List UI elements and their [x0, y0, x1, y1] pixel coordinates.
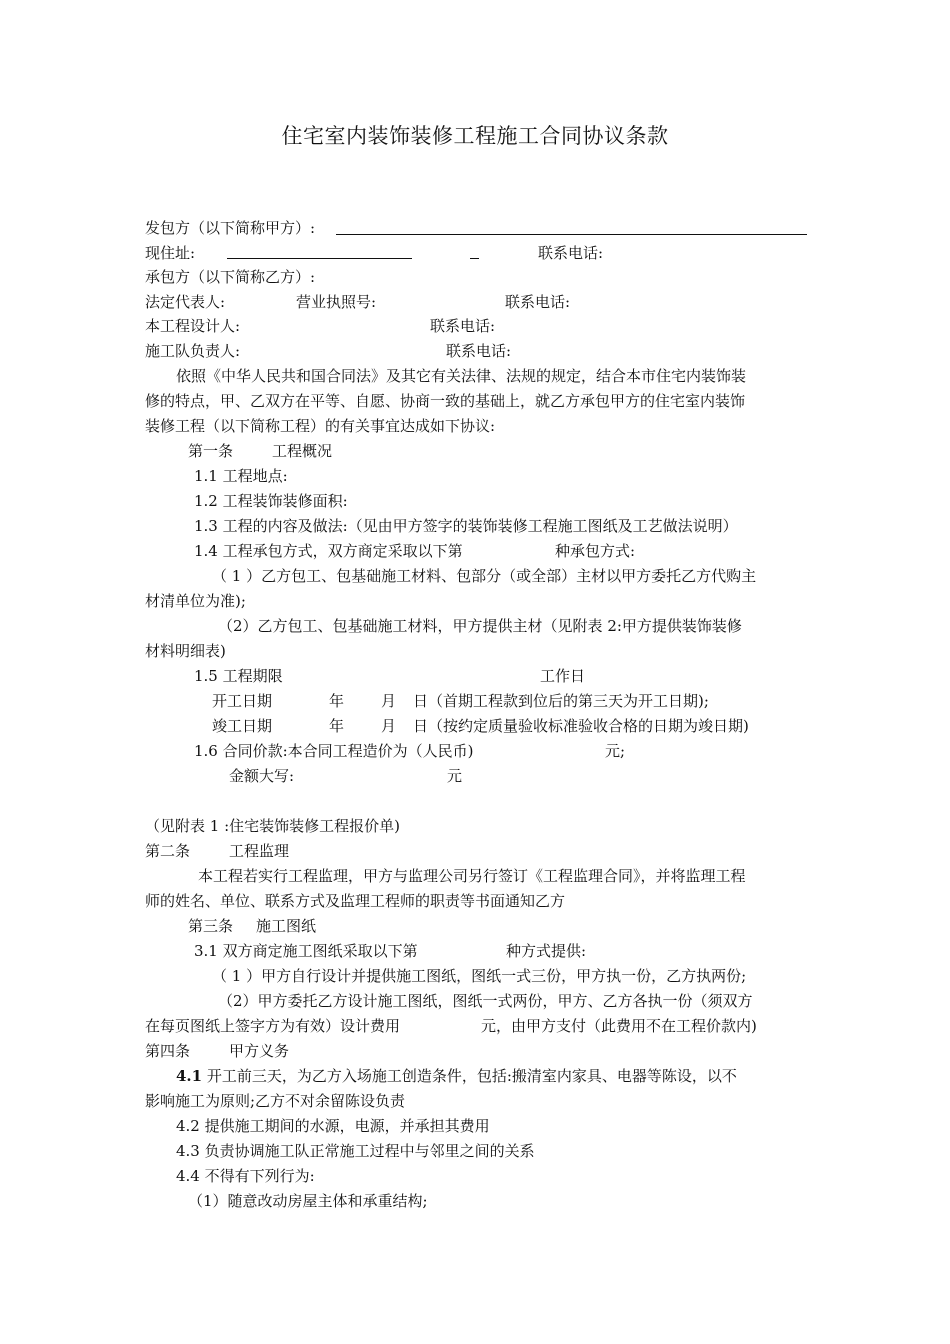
end-date-label: 竣工日期	[212, 717, 273, 735]
article-1-number: 第一条	[188, 442, 234, 460]
intro-line-3: 装修工程（以下简称工程）的有关事宜达成如下协议:	[145, 417, 496, 435]
article-1-title: 工程概况	[272, 442, 333, 460]
attachment-1-note: （见附表 1 :住宅装饰装修工程报价单)	[145, 817, 400, 835]
clause-1-4-method: 种承包方式:	[555, 542, 636, 560]
start-date-label: 开工日期	[212, 692, 273, 710]
clause-3-1: 3.1 双方商定施工图纸采取以下第	[194, 942, 418, 960]
legal-rep-phone-label: 联系电话:	[505, 293, 571, 311]
article-2-title: 工程监理	[229, 842, 290, 860]
amount-in-words-label: 金额大写:	[229, 767, 295, 785]
article-3-title: 施工图纸	[256, 917, 317, 935]
end-date-month: 月	[381, 717, 397, 735]
address-blank-line	[227, 258, 412, 259]
intro-line-2: 修的特点，甲、乙双方在平等、自愿、协商一致的基础上，就乙方承包甲方的住宅室内装饰	[145, 392, 746, 410]
team-leader-phone-label: 联系电话:	[446, 342, 512, 360]
end-date-year: 年	[329, 717, 345, 735]
start-date-month: 月	[381, 692, 397, 710]
business-license-label: 营业执照号:	[296, 293, 377, 311]
clause-1-4-option-2-line-1: （2）乙方包工、包基础施工材料，甲方提供主材（见附表 2:甲方提供装饰装修	[218, 617, 742, 635]
article-2-para-line-1: 本工程若实行工程监理，甲方与监理公司另行签订《工程监理合同》，并将监理工程	[198, 867, 746, 885]
clause-1-3: 1.3 工程的内容及做法:（见由甲方签字的装饰装修工程施工图纸及工艺做法说明）	[194, 517, 738, 535]
article-4-title: 甲方义务	[229, 1042, 290, 1060]
clause-3-1-option-2-fee-note: 元，由甲方支付（此费用不在工程价款内)	[481, 1017, 757, 1035]
designer-phone-label: 联系电话:	[430, 317, 496, 335]
legal-rep-label: 法定代表人:	[145, 293, 226, 311]
end-date-day-note: 日（按约定质量验收标准验收合格的日期为竣日期)	[413, 717, 749, 735]
article-2-para-line-2: 师的姓名、单位、联系方式及监理工程师的职责等书面通知乙方	[145, 892, 566, 910]
party-a-blank-line	[336, 234, 807, 235]
article-3-number: 第三条	[188, 917, 234, 935]
clause-1-5-workdays: 工作日	[540, 667, 586, 685]
intro-line-1: 依照《中华人民共和国合同法》及其它有关法律、法规的规定，结合本市住宅内装饰装	[176, 367, 747, 385]
clause-3-1-option-2-line-2: 在每页图纸上签字方为有效）设计费用	[145, 1017, 401, 1035]
clause-1-5: 1.5 工程期限	[194, 667, 283, 685]
clause-1-6: 1.6 合同价款:本合同工程造价为（人民币)	[194, 742, 474, 760]
clause-4-4-item-1: （1）随意改动房屋主体和承重结构;	[188, 1192, 428, 1210]
clause-3-1-option-1: （ 1 ）甲方自行设计并提供施工图纸，图纸一式三份，甲方执一份，乙方执两份;	[212, 967, 747, 985]
clause-4-1-number: 4.1	[176, 1067, 203, 1085]
clause-4-1-line-2: 影响施工为原则;乙方不对余留陈设负责	[145, 1092, 406, 1110]
clause-1-1: 1.1 工程地点:	[194, 467, 288, 485]
team-leader-label: 施工队负责人:	[145, 342, 241, 360]
clause-4-3: 4.3 负责协调施工队正常施工过程中与邻里之间的关系	[176, 1142, 535, 1160]
party-a-label: 发包方（以下简称甲方）:	[145, 219, 316, 237]
clause-1-2: 1.2 工程装饰装修面积:	[194, 492, 348, 510]
clause-1-4: 1.4 工程承包方式，双方商定采取以下第	[194, 542, 463, 560]
clause-3-1-method: 种方式提供:	[506, 942, 587, 960]
address-phone-label: 联系电话:	[538, 244, 604, 262]
clause-1-4-option-1-line-2: 材清单位为准);	[145, 592, 246, 610]
clause-4-4: 4.4 不得有下列行为:	[176, 1167, 315, 1185]
amount-in-words-yuan: 元	[447, 767, 463, 785]
document-title: 住宅室内装饰装修工程施工合同协议条款	[281, 124, 669, 148]
address-blank-short-line	[470, 258, 479, 259]
start-date-day-note: 日（首期工程款到位后的第三天为开工日期);	[413, 692, 709, 710]
party-b-label: 承包方（以下简称乙方）:	[145, 268, 316, 286]
clause-4-1-line-1	[176, 1064, 737, 1088]
clause-1-4-option-2-line-2: 材料明细表)	[145, 642, 226, 660]
address-label: 现住址:	[145, 244, 196, 262]
clause-1-6-yuan: 元;	[605, 742, 626, 760]
clause-4-1-text: 开工前三天，为乙方入场施工创造条件，包括:搬清室内家具、电器等陈设，以不	[202, 1067, 737, 1085]
clause-4-2: 4.2 提供施工期间的水源，电源，并承担其费用	[176, 1117, 490, 1135]
article-4-number: 第四条	[145, 1042, 191, 1060]
start-date-year: 年	[329, 692, 345, 710]
designer-label: 本工程设计人:	[145, 317, 241, 335]
article-2-number: 第二条	[145, 842, 191, 860]
clause-3-1-option-2-line-1: （2）甲方委托乙方设计施工图纸，图纸一式两份，甲方、乙方各执一份（须双方	[218, 992, 753, 1010]
clause-1-4-option-1-line-1: （ 1 ）乙方包工、包基础施工材料、包部分（或全部）主材以甲方委托乙方代购主	[212, 567, 757, 585]
